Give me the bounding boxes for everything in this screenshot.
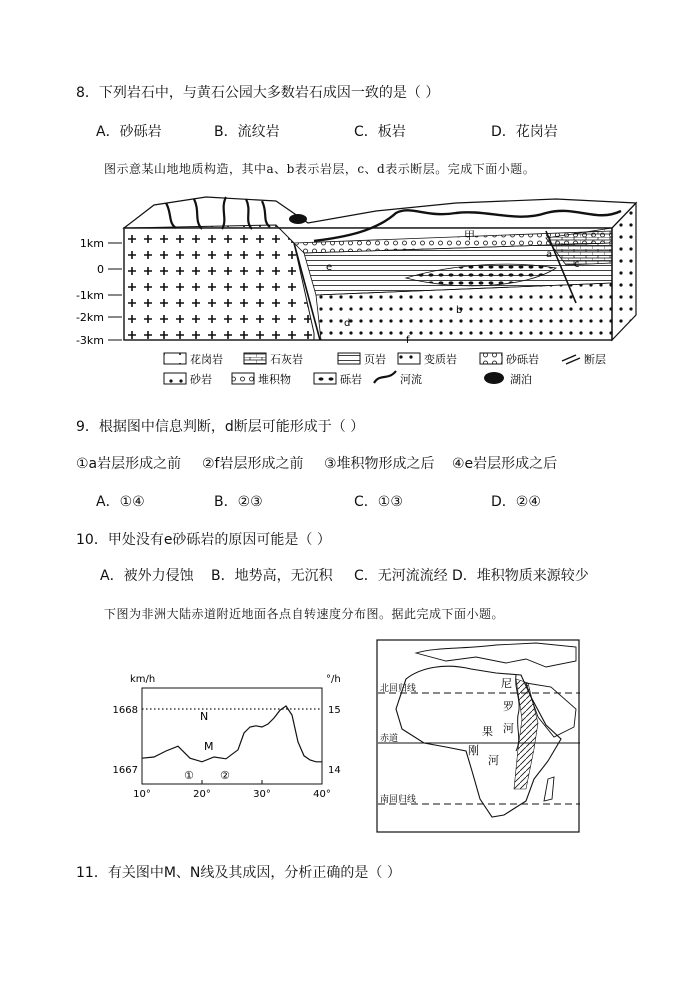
legend-conglomerate: 砾岩: [340, 373, 362, 386]
legend-lake: 湖泊: [510, 373, 532, 386]
q8-option-b[interactable]: B．流纹岩: [214, 124, 280, 140]
q9-statement-4: ④e岩层形成之后: [452, 456, 558, 472]
legend-fault: 断层: [584, 353, 606, 366]
q11-stem: 11．有关图中M、N线及其成因，分析正确的是（ ）: [76, 865, 401, 881]
label-b: b: [456, 305, 463, 316]
series-label-m: M: [204, 740, 214, 753]
label-a: a: [546, 249, 553, 260]
label-equator: 赤道: [380, 734, 399, 744]
yleft-unit: km/h: [130, 674, 156, 685]
label-jia: 甲: [464, 229, 475, 242]
marker-2: ②: [220, 769, 230, 782]
depth-0: 0: [97, 263, 104, 276]
y-left-tick-label: 1668: [112, 705, 138, 716]
legend-shale: 页岩: [364, 353, 386, 366]
africa-map: [376, 639, 582, 834]
q10-stem: 10．甲处没有e砂砾岩的原因可能是（ ）: [76, 532, 331, 548]
yright-unit: °/h: [326, 674, 341, 685]
label-he-nile: 河: [503, 722, 514, 735]
depth-minus-3km: -3km: [76, 334, 104, 347]
label-f: f: [406, 335, 410, 346]
legend-granite: 花岗岩: [190, 353, 223, 366]
depth-1km: 1km: [79, 237, 104, 250]
q10-option-b[interactable]: B．地势高，无沉积: [211, 568, 333, 584]
legend-sandstone-gravel: 砂砾岩: [506, 353, 539, 366]
q10-option-a[interactable]: A．被外力侵蚀: [100, 568, 194, 584]
q9-option-d[interactable]: D．②④: [491, 494, 541, 510]
y-left-tick-label: 1667: [112, 765, 138, 776]
rotation-speed-chart: [108, 668, 356, 810]
label-guo: 果: [482, 725, 493, 738]
legend-metamorphic: 变质岩: [424, 353, 457, 366]
legend-limestone: 石灰岩: [270, 353, 303, 366]
label-d: d: [344, 318, 351, 329]
y-right-tick-label: 15: [328, 705, 341, 716]
label-he-congo: 河: [488, 754, 499, 767]
marker-1: ①: [184, 769, 194, 782]
label-gang: 刚: [468, 744, 479, 757]
q8-stem: 8．下列岩石中，与黄石公园大多数岩石成因一致的是（ ）: [76, 85, 440, 101]
legend-sandstone: 砂岩: [190, 373, 212, 386]
label-c: c: [574, 259, 580, 270]
q9-statement-2: ②f岩层形成之前: [202, 456, 304, 472]
legend-river: 河流: [400, 373, 422, 386]
series-line-m: [142, 706, 322, 762]
label-luo: 罗: [503, 700, 514, 713]
intro-geology: 图示意某山地地质构造，其中a、b表示岩层，c、d表示断层。完成下面小题。: [104, 162, 536, 176]
q9-option-c[interactable]: C．①③: [354, 494, 403, 510]
x-tick-label: 30°: [253, 789, 271, 800]
q8-option-d[interactable]: D．花岗岩: [491, 124, 558, 140]
label-ni: 尼: [501, 677, 512, 690]
q9-option-a[interactable]: A．①④: [96, 494, 145, 510]
x-tick-label: 10°: [133, 789, 151, 800]
depth-minus-1km: -1km: [76, 289, 104, 302]
q10-option-d[interactable]: D．堆积物质来源较少: [452, 568, 589, 584]
y-right-tick-label: 14: [328, 765, 341, 776]
label-tropic-cancer: 北回归线: [380, 684, 417, 694]
depth-minus-2km: -2km: [76, 311, 104, 324]
geology-block-diagram: [76, 183, 656, 393]
q10-option-c[interactable]: C．无河流流经: [354, 568, 448, 584]
q9-option-b[interactable]: B．②③: [214, 494, 263, 510]
label-tropic-capricorn: 南回归线: [380, 795, 417, 805]
series-label-n: N: [200, 710, 209, 723]
legend-deposit: 堆积物: [258, 373, 291, 386]
label-e: e: [326, 262, 333, 273]
intro-rotation: 下图为非洲大陆赤道附近地面各点自转速度分布图。据此完成下面小题。: [104, 607, 505, 621]
x-tick-label: 20°: [193, 789, 211, 800]
q8-option-a[interactable]: A．砂砾岩: [96, 124, 162, 140]
q9-statement-1: ①a岩层形成之前: [76, 456, 182, 472]
q9-stem: 9．根据图中信息判断，d断层可能形成于（ ）: [76, 419, 365, 435]
x-tick-label: 40°: [313, 789, 331, 800]
plot-frame: [142, 688, 322, 784]
q8-option-c[interactable]: C．板岩: [354, 124, 406, 140]
q9-statement-3: ③堆积物形成之后: [324, 456, 435, 472]
